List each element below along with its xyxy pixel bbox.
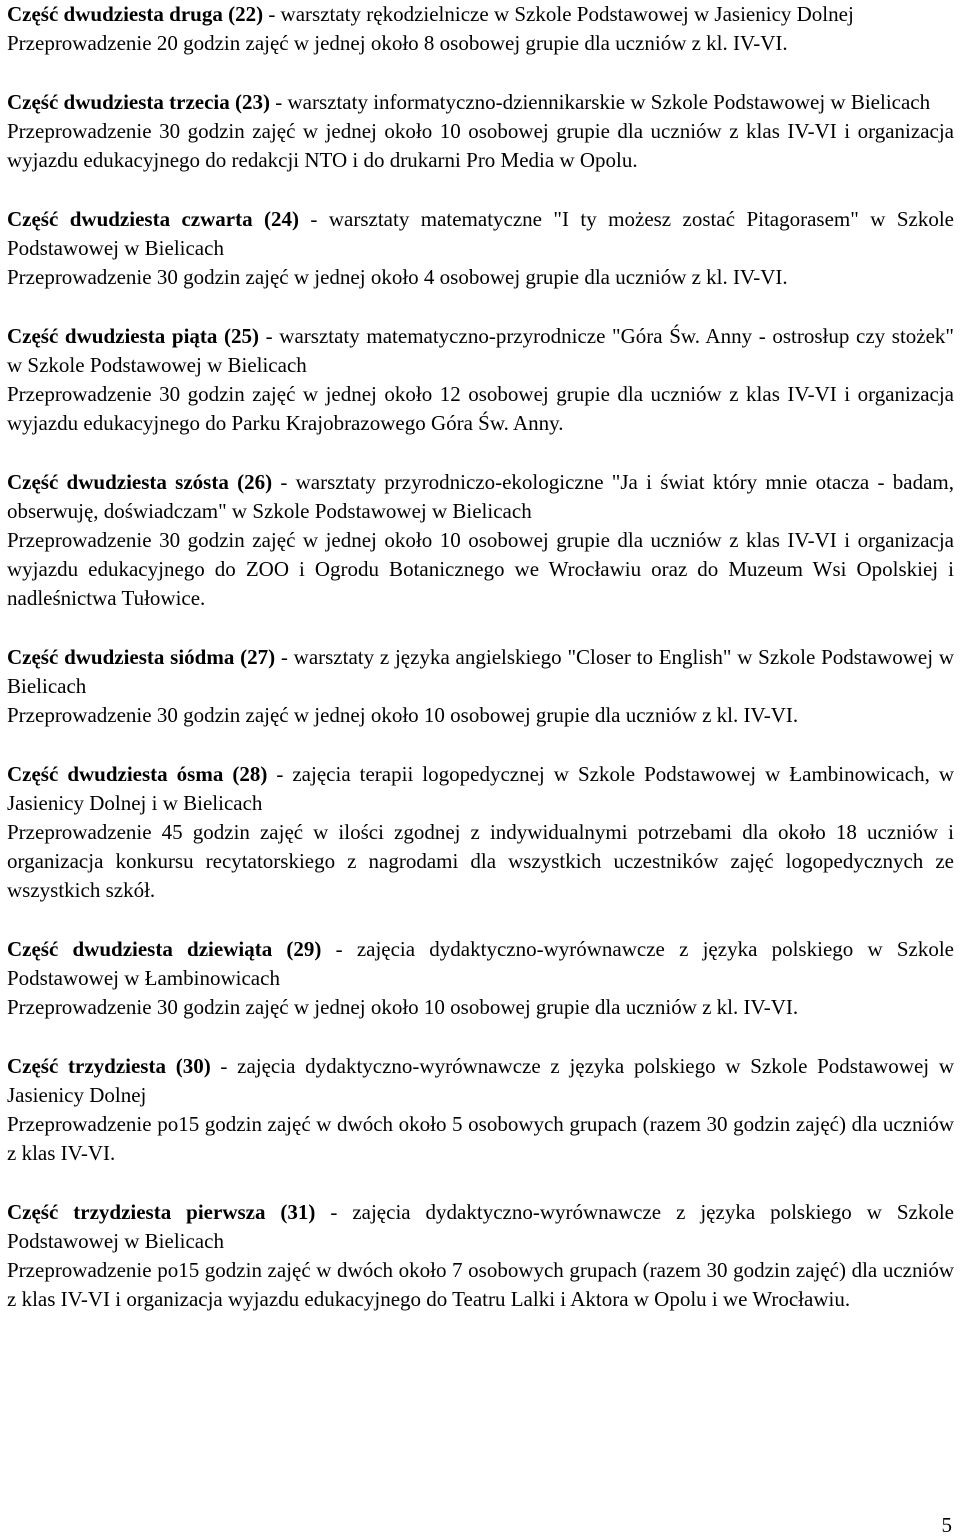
section-detail: Przeprowadzenie 30 godzin zajęć w jednej około 12 osobowej grupie dla uczniów z klas IV-VI i organizacja wyjazdu edukacyjnego do Parku Krajobrazowego Góra Św. Anny. xyxy=(7,382,954,435)
section-heading xyxy=(7,935,954,993)
page-number: 5 xyxy=(941,1513,952,1537)
section-part-label: Część trzydziesta pierwsza (31) xyxy=(7,1200,316,1224)
section-detail: Przeprowadzenie 30 godzin zajęć w jednej około 4 osobowej grupie dla uczniów z kl. IV-VI. xyxy=(7,265,788,289)
section-title: - zajęcia terapii logopedycznej w Szkole Podstawowej w Łambinowicach, w Jasienicy Dolnej i w Bielicach xyxy=(7,762,955,815)
document-page xyxy=(7,0,954,1344)
section-title: - zajęcia dydaktyczno-wyrównawcze z języka polskiego w Szkole Podstawowej w Jasienicy Dolnej xyxy=(7,1054,954,1107)
section-detail: Przeprowadzenie 30 godzin zajęć w jednej około 10 osobowej grupie dla uczniów z klas IV-VI i organizacja wyjazdu edukacyjnego do redakcji NTO i do drukarni Pro Media w Opolu. xyxy=(7,119,954,172)
section-detail: Przeprowadzenie 20 godzin zajęć w jednej około 8 osobowej grupie dla uczniów z kl. IV-VI. xyxy=(7,31,788,55)
section-heading xyxy=(7,88,954,117)
section-title: - zajęcia dydaktyczno-wyrównawcze z języka polskiego w Szkole Podstawowej w Łambinowicach xyxy=(7,937,954,990)
section-part-26 xyxy=(7,468,954,613)
section-title: - warsztaty z języka angielskiego "Closer to English" w Szkole Podstawowej w Bielicach xyxy=(7,645,955,698)
section-heading xyxy=(7,760,954,818)
section-title: - warsztaty matematyczno-przyrodnicze "Góra Św. Anny - ostrosłup czy stożek" w Szkole Podstawowej w Bielicach xyxy=(7,324,954,377)
section-part-31 xyxy=(7,1198,954,1314)
section-part-27 xyxy=(7,643,954,730)
section-part-28 xyxy=(7,760,954,905)
section-part-label: Część dwudziesta piąta (25) xyxy=(7,324,260,348)
section-part-label: Część dwudziesta druga (22) xyxy=(7,2,264,26)
section-title: - warsztaty informatyczno-dziennikarskie w Szkole Podstawowej w Bielicach xyxy=(270,90,931,114)
section-detail: Przeprowadzenie 45 godzin zajęć w ilości zgodnej z indywidualnymi potrzebami dla około 18 uczniów i organizacja konkursu recytatorskiego z nagrodami dla wszystkich uczestników zajęć logopedycznych ze wszystkich szkół. xyxy=(7,820,954,902)
section-part-30 xyxy=(7,1052,954,1168)
section-title: - warsztaty matematyczne "I ty możesz zostać Pitagorasem" w Szkole Podstawowej w Bielicach xyxy=(7,207,954,260)
section-part-label: Część dwudziesta siódma (27) xyxy=(7,645,276,669)
section-part-25 xyxy=(7,322,954,438)
section-heading xyxy=(7,0,954,29)
section-heading xyxy=(7,468,954,526)
section-detail: Przeprowadzenie po15 godzin zajęć w dwóch około 5 osobowych grupach (razem 30 godzin zajęć) dla uczniów z klas IV-VI. xyxy=(7,1112,954,1165)
section-part-label: Część trzydziesta (30) xyxy=(7,1054,211,1078)
section-part-24 xyxy=(7,205,954,292)
section-heading xyxy=(7,643,954,701)
section-detail: Przeprowadzenie 30 godzin zajęć w jednej około 10 osobowej grupie dla uczniów z kl. IV-VI. xyxy=(7,995,799,1019)
section-heading xyxy=(7,322,954,380)
section-part-label: Część dwudziesta ósma (28) xyxy=(7,762,268,786)
section-detail: Przeprowadzenie 30 godzin zajęć w jednej około 10 osobowej grupie dla uczniów z kl. IV-VI. xyxy=(7,703,799,727)
section-part-label: Część dwudziesta trzecia (23) xyxy=(7,90,270,114)
section-title: - zajęcia dydaktyczno-wyrównawcze z języka polskiego w Szkole Podstawowej w Bielicach xyxy=(7,1200,954,1253)
section-heading xyxy=(7,1198,954,1256)
section-part-label: Część dwudziesta czwarta (24) xyxy=(7,207,300,231)
section-part-23 xyxy=(7,88,954,175)
section-title: - warsztaty przyrodniczo-ekologiczne "Ja i świat który mnie otacza - badam, obserwuję, doświadczam" w Szkole Podstawowej w Bielicach xyxy=(7,470,954,523)
section-part-22 xyxy=(7,0,954,58)
section-title: - warsztaty rękodzielnicze w Szkole Podstawowej w Jasienicy Dolnej xyxy=(263,2,854,26)
section-heading xyxy=(7,1052,954,1110)
section-detail: Przeprowadzenie 30 godzin zajęć w jednej około 10 osobowej grupie dla uczniów z klas IV-VI i organizacja wyjazdu edukacyjnego do ZOO i Ogrodu Botanicznego we Wrocławiu oraz do Muzeum Wsi Opolskiej i nadleśnictwa Tułowice. xyxy=(7,528,954,610)
section-part-label: Część dwudziesta dziewiąta (29) xyxy=(7,937,322,961)
section-part-29 xyxy=(7,935,954,1022)
section-heading xyxy=(7,205,954,263)
section-part-label: Część dwudziesta szósta (26) xyxy=(7,470,273,494)
section-detail: Przeprowadzenie po15 godzin zajęć w dwóch około 7 osobowych grupach (razem 30 godzin zajęć) dla uczniów z klas IV-VI i organizacja wyjazdu edukacyjnego do Teatru Lalki i Aktora w Opolu i we Wrocławiu. xyxy=(7,1258,954,1311)
